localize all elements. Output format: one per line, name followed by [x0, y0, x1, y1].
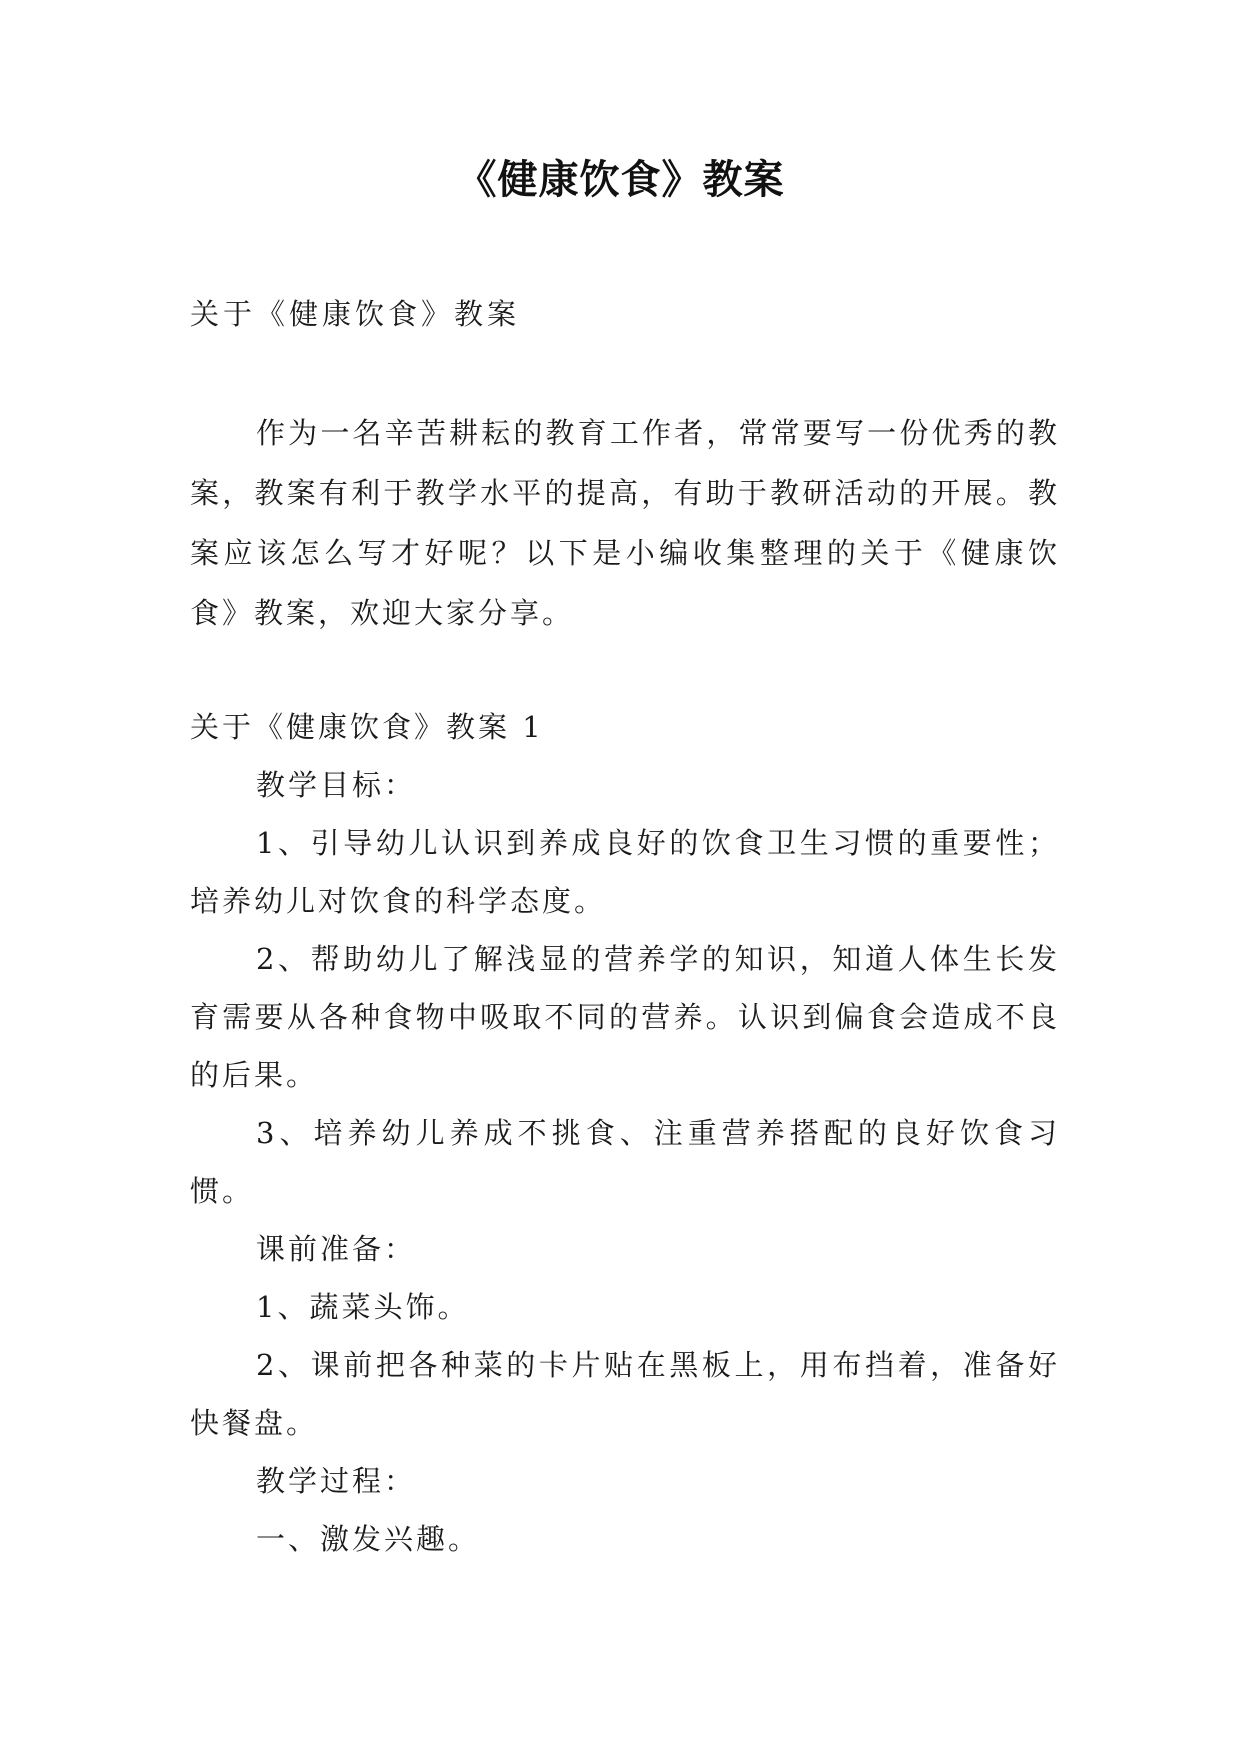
document-subtitle: 关于《健康饮食》教案	[190, 297, 521, 331]
paragraph: 课前准备：	[256, 1232, 417, 1266]
document-title: 《健康饮食》教案	[456, 157, 785, 203]
paragraph: 3、培养幼儿养成不挑食、注重营养搭配的良好饮食习惯。	[190, 1116, 1060, 1208]
paragraph: 教学目标：	[256, 768, 417, 802]
paragraph: 2、帮助幼儿了解浅显的营养学的知识，知道人体生长发育需要从各种食物中吸取不同的营养。认识到偏食会造成不良的后果。	[190, 942, 1060, 1092]
paragraph: 一、激发兴趣。	[256, 1522, 481, 1556]
lesson-plan-content	[190, 698, 1060, 1568]
paragraph: 2、课前把各种菜的卡片贴在黑板上，用布挡着，准备好快餐盘。	[190, 1348, 1060, 1440]
intro-paragraph: 作为一名辛苦耕耘的教育工作者，常常要写一份优秀的教案，教案有利于教学水平的提高，有助于教研活动的开展。教案应该怎么写才好呢？以下是小编收集整理的关于《健康饮食》教案，欢迎大家分享。	[190, 416, 1060, 630]
section-heading: 关于《健康饮食》教案 1	[190, 710, 544, 744]
paragraph: 教学过程：	[256, 1464, 417, 1498]
paragraph: 1、引导幼儿认识到养成良好的饮食卫生习惯的重要性；培养幼儿对饮食的科学态度。	[190, 826, 1060, 918]
paragraph: 1、蔬菜头饰。	[256, 1290, 470, 1324]
